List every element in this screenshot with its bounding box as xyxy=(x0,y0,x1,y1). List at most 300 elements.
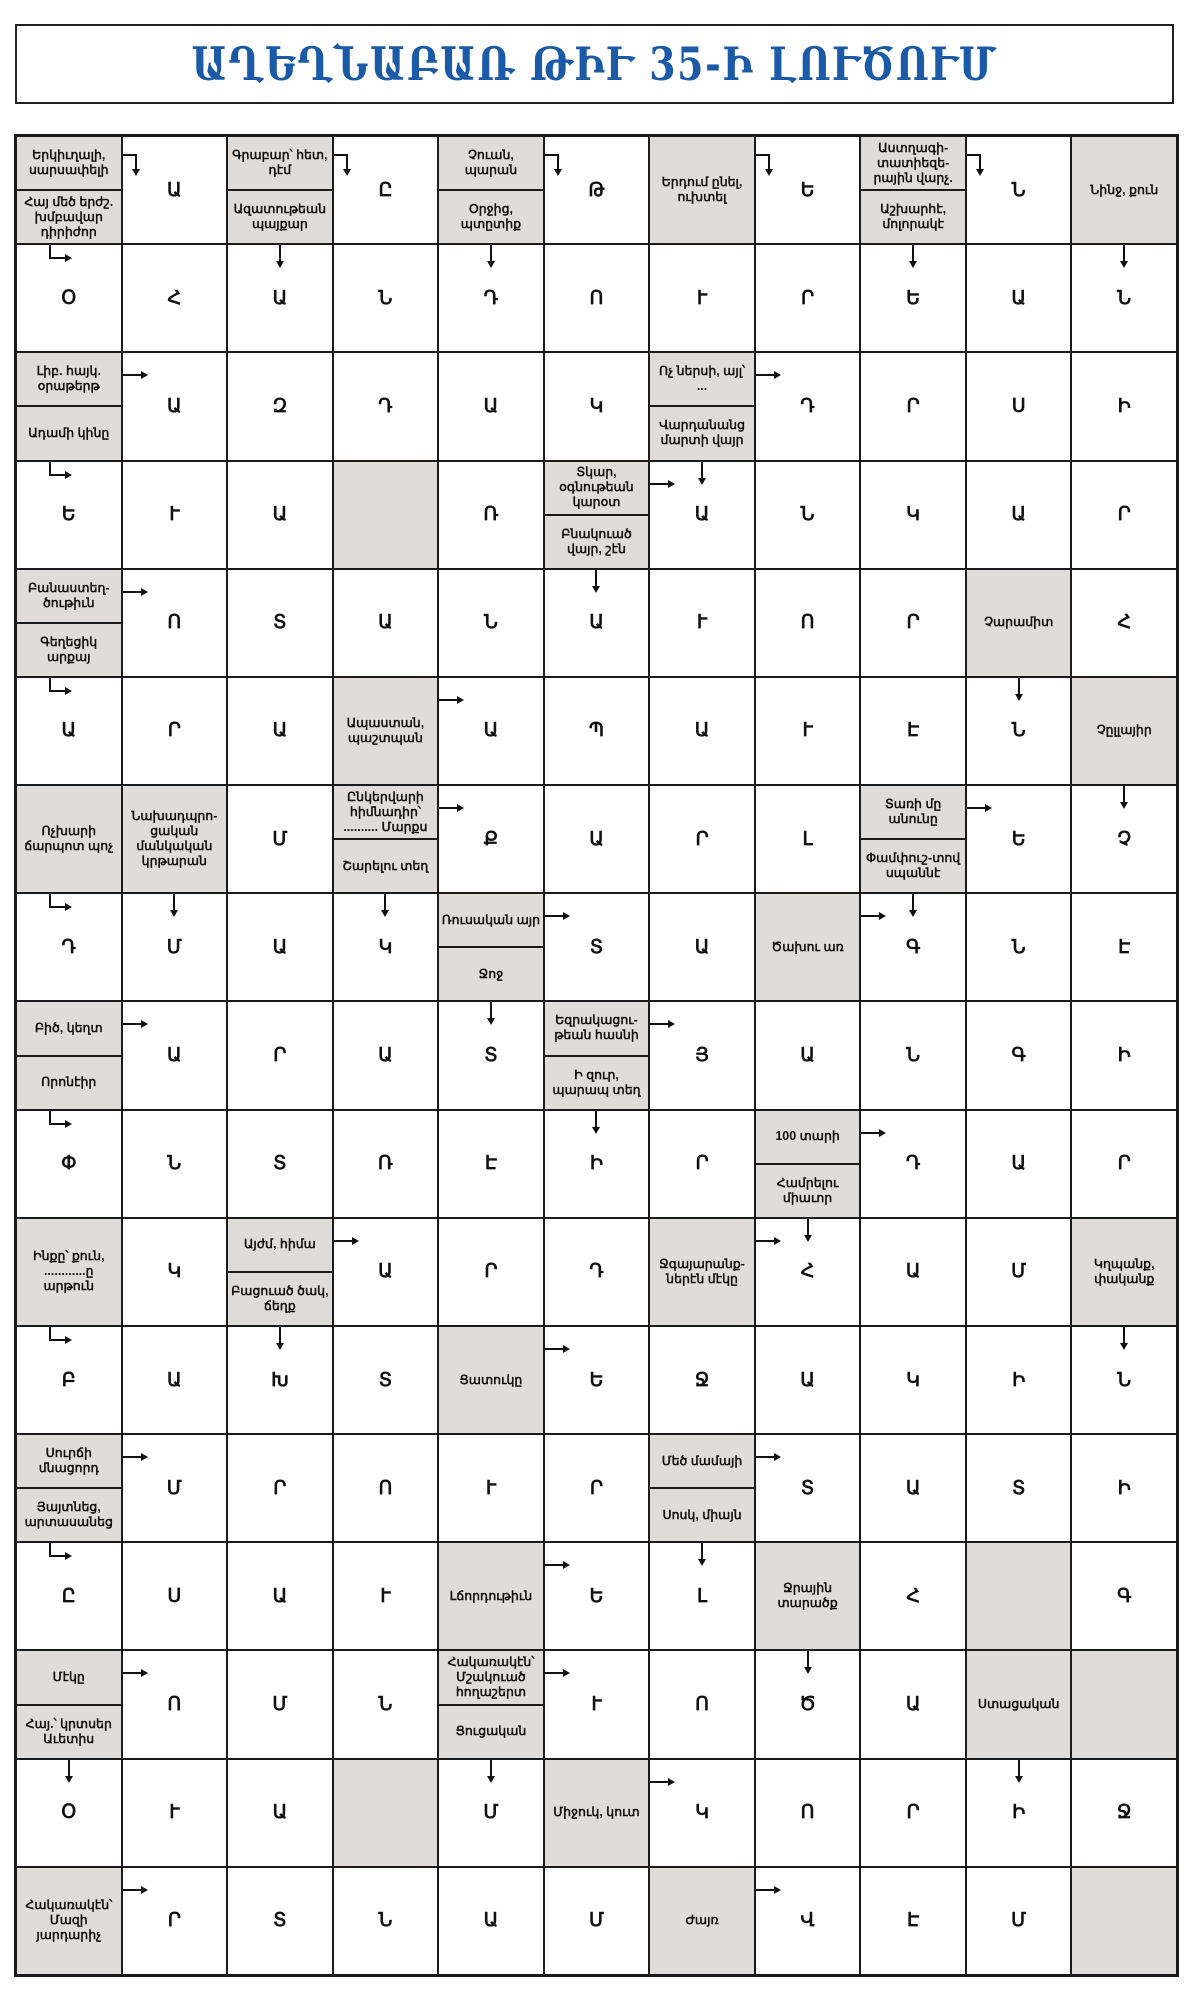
answer-letter: Ե xyxy=(906,287,921,309)
clue-cell xyxy=(439,137,543,243)
letter-cell[interactable] xyxy=(967,1868,1071,1974)
letter-cell[interactable] xyxy=(545,353,649,459)
clue-stack xyxy=(861,786,965,892)
letter-cell[interactable] xyxy=(967,353,1071,459)
clue-text: Հայ.՝ կրտսեր Աւետիս xyxy=(17,1706,121,1758)
letter-cell[interactable] xyxy=(967,1219,1071,1325)
letter-cell[interactable] xyxy=(967,245,1071,351)
answer-letter: Ո xyxy=(378,1477,393,1499)
clue-cell xyxy=(650,1435,754,1541)
clue-text: Տառի մը անունը xyxy=(861,786,965,838)
answer-letter: Ը xyxy=(378,179,393,201)
answer-letter: Ն xyxy=(1011,720,1026,742)
answer-letter: Ջ xyxy=(1116,1802,1132,1824)
letter-cell[interactable] xyxy=(1072,1327,1176,1433)
letter-cell[interactable] xyxy=(17,1543,121,1649)
letter-cell[interactable] xyxy=(545,1219,649,1325)
letter-cell[interactable] xyxy=(439,570,543,676)
blank-cell xyxy=(1072,1868,1176,1974)
letter-cell[interactable] xyxy=(967,137,1071,243)
letter-cell[interactable] xyxy=(228,1327,332,1433)
letter-cell[interactable] xyxy=(861,894,965,1000)
letter-cell[interactable] xyxy=(123,1219,227,1325)
blank-cell xyxy=(334,462,438,568)
letter-cell[interactable] xyxy=(334,353,438,459)
answer-letter: Ի xyxy=(1117,1044,1131,1066)
letter-cell[interactable] xyxy=(545,1651,649,1757)
answer-letter: Գ xyxy=(1117,1585,1132,1607)
letter-cell[interactable] xyxy=(334,1002,438,1108)
letter-cell[interactable] xyxy=(967,462,1071,568)
letter-cell[interactable] xyxy=(123,678,227,784)
letter-cell[interactable] xyxy=(545,1868,649,1974)
letter-cell[interactable] xyxy=(228,1002,332,1108)
answer-letter: Ո xyxy=(167,612,182,634)
answer-letter: Կ xyxy=(695,1802,709,1824)
clue-cell xyxy=(1072,678,1176,784)
letter-cell[interactable] xyxy=(650,570,754,676)
clue-stack xyxy=(17,1435,121,1541)
letter-cell[interactable] xyxy=(439,1111,543,1217)
letter-cell[interactable] xyxy=(334,1219,438,1325)
letter-cell[interactable] xyxy=(861,245,965,351)
clue-stack xyxy=(228,137,332,243)
clue-text: Ժայռ xyxy=(650,1868,754,1974)
letter-cell[interactable] xyxy=(545,245,649,351)
letter-cell[interactable] xyxy=(1072,353,1176,459)
letter-cell[interactable] xyxy=(17,894,121,1000)
answer-letter: Գ xyxy=(1011,1044,1026,1066)
clue-cell xyxy=(17,1002,121,1108)
letter-cell[interactable] xyxy=(756,1002,860,1108)
answer-letter: Ծ xyxy=(799,1694,816,1716)
letter-cell[interactable] xyxy=(228,894,332,1000)
clue-text: Գեղեցիկ արքայ xyxy=(17,624,121,676)
answer-letter: Տ xyxy=(273,612,287,634)
letter-cell[interactable] xyxy=(439,678,543,784)
blank-cell xyxy=(334,1760,438,1866)
letter-cell[interactable] xyxy=(123,353,227,459)
letter-cell[interactable] xyxy=(228,1543,332,1649)
answer-letter: Ի xyxy=(1117,395,1131,417)
answer-letter: Դ xyxy=(905,1153,921,1175)
clue-cell xyxy=(17,786,121,892)
clue-stack xyxy=(439,137,543,243)
answer-letter: Հ xyxy=(167,287,182,309)
letter-cell[interactable] xyxy=(861,570,965,676)
clue-cell xyxy=(439,1651,543,1757)
answer-letter: Ն xyxy=(167,1153,182,1175)
clue-text: Լճորդութիւն xyxy=(439,1543,543,1649)
letter-cell[interactable] xyxy=(545,1327,649,1433)
answer-letter: Մ xyxy=(166,1477,182,1499)
clue-text: Մէկը xyxy=(17,1651,121,1703)
answer-letter: Ն xyxy=(1011,936,1026,958)
answer-letter: Մ xyxy=(272,1694,288,1716)
letter-cell[interactable] xyxy=(545,894,649,1000)
letter-cell[interactable] xyxy=(228,1111,332,1217)
letter-cell[interactable] xyxy=(967,678,1071,784)
answer-letter: Կ xyxy=(906,504,921,526)
clue-cell xyxy=(17,353,121,459)
answer-letter: Ա xyxy=(694,720,710,742)
answer-letter: Ն xyxy=(378,1694,393,1716)
letter-cell[interactable] xyxy=(123,245,227,351)
answer-letter: Ա xyxy=(1011,1153,1026,1175)
letter-cell[interactable] xyxy=(334,245,438,351)
letter-cell[interactable] xyxy=(334,137,438,243)
answer-letter: Ա xyxy=(1011,504,1026,526)
clue-stack xyxy=(545,462,649,568)
letter-cell[interactable] xyxy=(756,786,860,892)
answer-letter: Չ xyxy=(1117,828,1131,850)
letter-cell[interactable] xyxy=(650,1543,754,1649)
letter-cell[interactable] xyxy=(967,786,1071,892)
answer-letter: Խ xyxy=(271,1369,289,1391)
letter-cell[interactable] xyxy=(123,1002,227,1108)
letter-cell[interactable] xyxy=(123,570,227,676)
letter-cell[interactable] xyxy=(650,894,754,1000)
clue-cell xyxy=(17,1651,121,1757)
letter-cell[interactable] xyxy=(1072,462,1176,568)
answer-letter: Ա xyxy=(167,1369,182,1391)
letter-cell[interactable] xyxy=(756,678,860,784)
letter-cell[interactable] xyxy=(967,1760,1071,1866)
letter-cell[interactable] xyxy=(650,786,754,892)
clue-cell xyxy=(123,786,227,892)
puzzle-title: ԱՂԵՂՆԱԲԱՌ ԹԻՒ 35-Ի ԼՈՒԾՈՒՄ xyxy=(191,37,998,91)
clue-stack xyxy=(1072,137,1176,243)
clue-stack xyxy=(756,1111,860,1217)
answer-letter: Վ xyxy=(800,1910,815,1932)
letter-cell[interactable] xyxy=(1072,245,1176,351)
letter-cell[interactable] xyxy=(861,1760,965,1866)
clue-cell xyxy=(334,786,438,892)
letter-cell[interactable] xyxy=(334,1868,438,1974)
clue-cell xyxy=(756,1543,860,1649)
letter-cell[interactable] xyxy=(123,1327,227,1433)
answer-letter: Ի xyxy=(1117,1477,1131,1499)
answer-letter: Դ xyxy=(61,936,76,958)
answer-letter: Ն xyxy=(1011,179,1026,201)
clue-stack xyxy=(650,1868,754,1974)
answer-letter: Ւ xyxy=(696,287,708,309)
letter-cell[interactable] xyxy=(1072,1435,1176,1541)
answer-letter: Ւ xyxy=(169,504,180,526)
letter-cell[interactable] xyxy=(861,1002,965,1108)
letter-cell[interactable] xyxy=(545,1543,649,1649)
clue-stack xyxy=(17,137,121,243)
letter-cell[interactable] xyxy=(228,1760,332,1866)
letter-cell[interactable] xyxy=(650,1111,754,1217)
letter-cell[interactable] xyxy=(17,462,121,568)
letter-cell[interactable] xyxy=(123,1111,227,1217)
answer-letter: Ւ xyxy=(802,720,813,742)
answer-letter: Օ xyxy=(61,287,77,309)
clue-text: Ջգայարանք-ներէն մէկը xyxy=(650,1219,754,1325)
clue-text: Ցատուկը xyxy=(439,1327,543,1433)
letter-cell[interactable] xyxy=(1072,1002,1176,1108)
letter-cell[interactable] xyxy=(228,353,332,459)
letter-cell[interactable] xyxy=(650,245,754,351)
letter-cell[interactable] xyxy=(545,570,649,676)
letter-cell[interactable] xyxy=(756,1219,860,1325)
clue-cell xyxy=(228,1219,332,1325)
letter-cell[interactable] xyxy=(650,678,754,784)
letter-cell[interactable] xyxy=(439,1219,543,1325)
answer-letter: Ր xyxy=(273,1477,287,1499)
clue-text: Յայտնեց, արտասանեց xyxy=(17,1489,121,1541)
clue-stack xyxy=(17,1868,121,1974)
letter-cell[interactable] xyxy=(545,137,649,243)
clue-text: Փամփուշ-տով սպաննէ xyxy=(861,840,965,892)
letter-cell[interactable] xyxy=(228,1651,332,1757)
letter-cell[interactable] xyxy=(334,1327,438,1433)
clue-text: Միջուկ, կուտ xyxy=(545,1760,649,1866)
answer-letter: Տ xyxy=(273,1153,287,1175)
letter-cell[interactable] xyxy=(756,353,860,459)
letter-cell[interactable] xyxy=(545,678,649,784)
letter-cell[interactable] xyxy=(439,462,543,568)
answer-letter: Ա xyxy=(589,828,604,850)
blank-cell xyxy=(1072,1651,1176,1757)
clue-text: Այժմ, հիմա xyxy=(228,1219,332,1271)
clue-text: Ի զուր, պարապ տեղ xyxy=(545,1057,649,1109)
letter-cell[interactable] xyxy=(756,462,860,568)
clue-stack xyxy=(650,1435,754,1541)
letter-cell[interactable] xyxy=(439,1435,543,1541)
letter-cell[interactable] xyxy=(861,353,965,459)
letter-cell[interactable] xyxy=(123,462,227,568)
letter-cell[interactable] xyxy=(123,1868,227,1974)
clue-stack xyxy=(439,894,543,1000)
letter-cell[interactable] xyxy=(861,1435,965,1541)
answer-letter: Կ xyxy=(167,1261,182,1283)
clue-text: Հակառակէն՝ Մշակուած հողաշերտ xyxy=(439,1651,543,1703)
clue-text: 100 տարի xyxy=(756,1111,860,1163)
letter-cell[interactable] xyxy=(334,1435,438,1541)
letter-cell[interactable] xyxy=(228,245,332,351)
puzzle-title-box xyxy=(15,24,1174,104)
answer-letter: Ռ xyxy=(483,504,499,526)
letter-cell[interactable] xyxy=(967,1111,1071,1217)
clue-text: Կղպանք, փականք xyxy=(1072,1219,1176,1325)
letter-cell[interactable] xyxy=(756,1327,860,1433)
clue-stack xyxy=(861,137,965,243)
clue-text: Նինջ, քուն xyxy=(1072,137,1176,243)
clue-cell xyxy=(650,1219,754,1325)
letter-cell[interactable] xyxy=(545,1435,649,1541)
letter-cell[interactable] xyxy=(439,786,543,892)
letter-cell[interactable] xyxy=(1072,1543,1176,1649)
letter-cell[interactable] xyxy=(228,1868,332,1974)
clue-cell xyxy=(756,894,860,1000)
answer-letter: Ր xyxy=(695,1153,709,1175)
answer-letter: Ի xyxy=(589,1153,604,1175)
letter-cell[interactable] xyxy=(228,462,332,568)
clue-stack xyxy=(334,786,438,892)
letter-cell[interactable] xyxy=(439,353,543,459)
letter-cell[interactable] xyxy=(967,1435,1071,1541)
letter-cell[interactable] xyxy=(228,786,332,892)
letter-cell[interactable] xyxy=(123,894,227,1000)
letter-cell[interactable] xyxy=(545,1111,649,1217)
answer-letter: Զ xyxy=(272,395,288,417)
clue-cell xyxy=(545,1760,649,1866)
clue-text: Սուրճի մնացորդ xyxy=(17,1435,121,1487)
letter-cell[interactable] xyxy=(123,1760,227,1866)
letter-cell[interactable] xyxy=(545,786,649,892)
clue-stack xyxy=(17,1651,121,1757)
clue-cell xyxy=(17,1868,121,1974)
answer-letter: Տ xyxy=(800,1477,815,1499)
answer-letter: Ե xyxy=(1011,828,1026,850)
letter-cell[interactable] xyxy=(756,570,860,676)
letter-cell[interactable] xyxy=(334,1543,438,1649)
clue-text: Ինքը՝ քուն, ............ը արթուն xyxy=(17,1219,121,1325)
letter-cell[interactable] xyxy=(228,570,332,676)
letter-cell[interactable] xyxy=(650,1002,754,1108)
clue-cell xyxy=(545,1002,649,1108)
clue-stack xyxy=(967,570,1071,676)
letter-cell[interactable] xyxy=(439,245,543,351)
letter-cell[interactable] xyxy=(334,1651,438,1757)
clue-stack xyxy=(334,678,438,784)
letter-cell[interactable] xyxy=(1072,894,1176,1000)
answer-letter: Ր xyxy=(167,720,181,742)
letter-cell[interactable] xyxy=(123,1651,227,1757)
answer-letter: Ւ xyxy=(380,1585,391,1607)
clue-text: Բիծ, կեղտ xyxy=(17,1002,121,1054)
answer-letter: Ր xyxy=(800,287,815,309)
answer-letter: Ա xyxy=(378,1044,393,1066)
clue-stack xyxy=(439,1327,543,1433)
clue-text: Ոչխարի ճարպոտ պոչ xyxy=(17,786,121,892)
letter-cell[interactable] xyxy=(861,1868,965,1974)
letter-cell[interactable] xyxy=(17,1760,121,1866)
clue-text: Երկիւղալի, սարսափելի xyxy=(17,137,121,189)
answer-letter: Մ xyxy=(272,828,288,850)
letter-cell[interactable] xyxy=(967,1002,1071,1108)
answer-letter: Է xyxy=(907,720,920,742)
answer-letter: Ա xyxy=(61,720,77,742)
letter-cell[interactable] xyxy=(861,1219,965,1325)
letter-cell[interactable] xyxy=(123,1543,227,1649)
letter-cell[interactable] xyxy=(650,1760,754,1866)
answer-letter: Պ xyxy=(588,720,605,742)
letter-cell[interactable] xyxy=(861,1111,965,1217)
letter-cell[interactable] xyxy=(756,245,860,351)
letter-cell[interactable] xyxy=(17,1111,121,1217)
answer-letter: Ն xyxy=(1117,287,1132,309)
letter-cell[interactable] xyxy=(861,1651,965,1757)
answer-letter: Ա xyxy=(483,1910,499,1932)
answer-letter: Ր xyxy=(695,828,709,850)
answer-letter: Ջ xyxy=(694,1369,710,1391)
letter-cell[interactable] xyxy=(439,1002,543,1108)
letter-cell[interactable] xyxy=(861,678,965,784)
answer-letter: Տ xyxy=(273,1910,287,1932)
clue-cell xyxy=(228,137,332,243)
letter-cell[interactable] xyxy=(439,1760,543,1866)
letter-cell[interactable] xyxy=(17,245,121,351)
clue-text: Բանաստեղ-ծութիւն xyxy=(17,570,121,622)
clue-cell xyxy=(439,894,543,1000)
letter-cell[interactable] xyxy=(756,1651,860,1757)
answer-letter: Գ xyxy=(905,936,921,958)
answer-letter: Տ xyxy=(589,936,604,958)
answer-letter: Ւ xyxy=(591,1694,602,1716)
letter-cell[interactable] xyxy=(650,1327,754,1433)
letter-cell[interactable] xyxy=(228,678,332,784)
clue-cell xyxy=(17,570,121,676)
answer-letter: Հ xyxy=(1117,612,1132,634)
letter-cell[interactable] xyxy=(756,137,860,243)
clue-text: Աշխարհէ, մոլորակէ xyxy=(861,191,965,243)
letter-cell[interactable] xyxy=(17,1327,121,1433)
letter-cell[interactable] xyxy=(123,1435,227,1541)
letter-cell[interactable] xyxy=(334,1111,438,1217)
letter-cell[interactable] xyxy=(756,1760,860,1866)
clue-text: Հայ մեծ երժշ. խմբավար դիրիժոր xyxy=(17,191,121,243)
answer-letter: Դ xyxy=(589,1261,604,1283)
letter-cell[interactable] xyxy=(967,894,1071,1000)
answer-letter: Ւ xyxy=(485,1477,497,1499)
answer-letter: Ե xyxy=(800,179,815,201)
letter-cell[interactable] xyxy=(123,137,227,243)
answer-letter: Կ xyxy=(589,395,604,417)
answer-letter: Օ xyxy=(61,1802,77,1824)
answer-letter: Ն xyxy=(484,612,498,634)
letter-cell[interactable] xyxy=(756,1868,860,1974)
answer-letter: Ս xyxy=(167,1585,182,1607)
letter-cell[interactable] xyxy=(439,1868,543,1974)
clue-text: Աստղագի-տատիեզե-րային վարչ. xyxy=(861,137,965,189)
clue-stack xyxy=(123,786,227,892)
answer-letter: Ը xyxy=(61,1585,76,1607)
letter-cell[interactable] xyxy=(334,570,438,676)
letter-cell[interactable] xyxy=(967,1327,1071,1433)
letter-cell[interactable] xyxy=(650,462,754,568)
clue-cell xyxy=(861,786,965,892)
letter-cell[interactable] xyxy=(228,1435,332,1541)
letter-cell[interactable] xyxy=(861,1543,965,1649)
letter-cell[interactable] xyxy=(1072,1111,1176,1217)
letter-cell[interactable] xyxy=(861,462,965,568)
answer-letter: Ի xyxy=(1012,1802,1026,1824)
letter-cell[interactable] xyxy=(1072,1760,1176,1866)
answer-letter: Ա xyxy=(905,1477,921,1499)
letter-cell[interactable] xyxy=(861,1327,965,1433)
clue-text: Գրաբար՝ հետ, դէմ xyxy=(228,137,332,189)
answer-letter: Ա xyxy=(167,395,182,417)
letter-cell[interactable] xyxy=(1072,570,1176,676)
letter-cell[interactable] xyxy=(756,1435,860,1541)
letter-cell[interactable] xyxy=(17,678,121,784)
clue-stack xyxy=(1072,1219,1176,1325)
clue-stack xyxy=(17,786,121,892)
answer-letter: Ա xyxy=(378,612,393,634)
answer-letter: Ն xyxy=(906,1044,921,1066)
letter-cell[interactable] xyxy=(1072,786,1176,892)
letter-cell[interactable] xyxy=(650,1651,754,1757)
clue-stack xyxy=(967,1651,1071,1757)
letter-cell[interactable] xyxy=(334,894,438,1000)
clue-text: Չըլլայիր xyxy=(1072,678,1176,784)
clue-text: Բացուած ծակ, ճեղք xyxy=(228,1273,332,1325)
clue-text: Մեծ մամայի xyxy=(650,1435,754,1487)
answer-letter: Ե xyxy=(589,1585,604,1607)
